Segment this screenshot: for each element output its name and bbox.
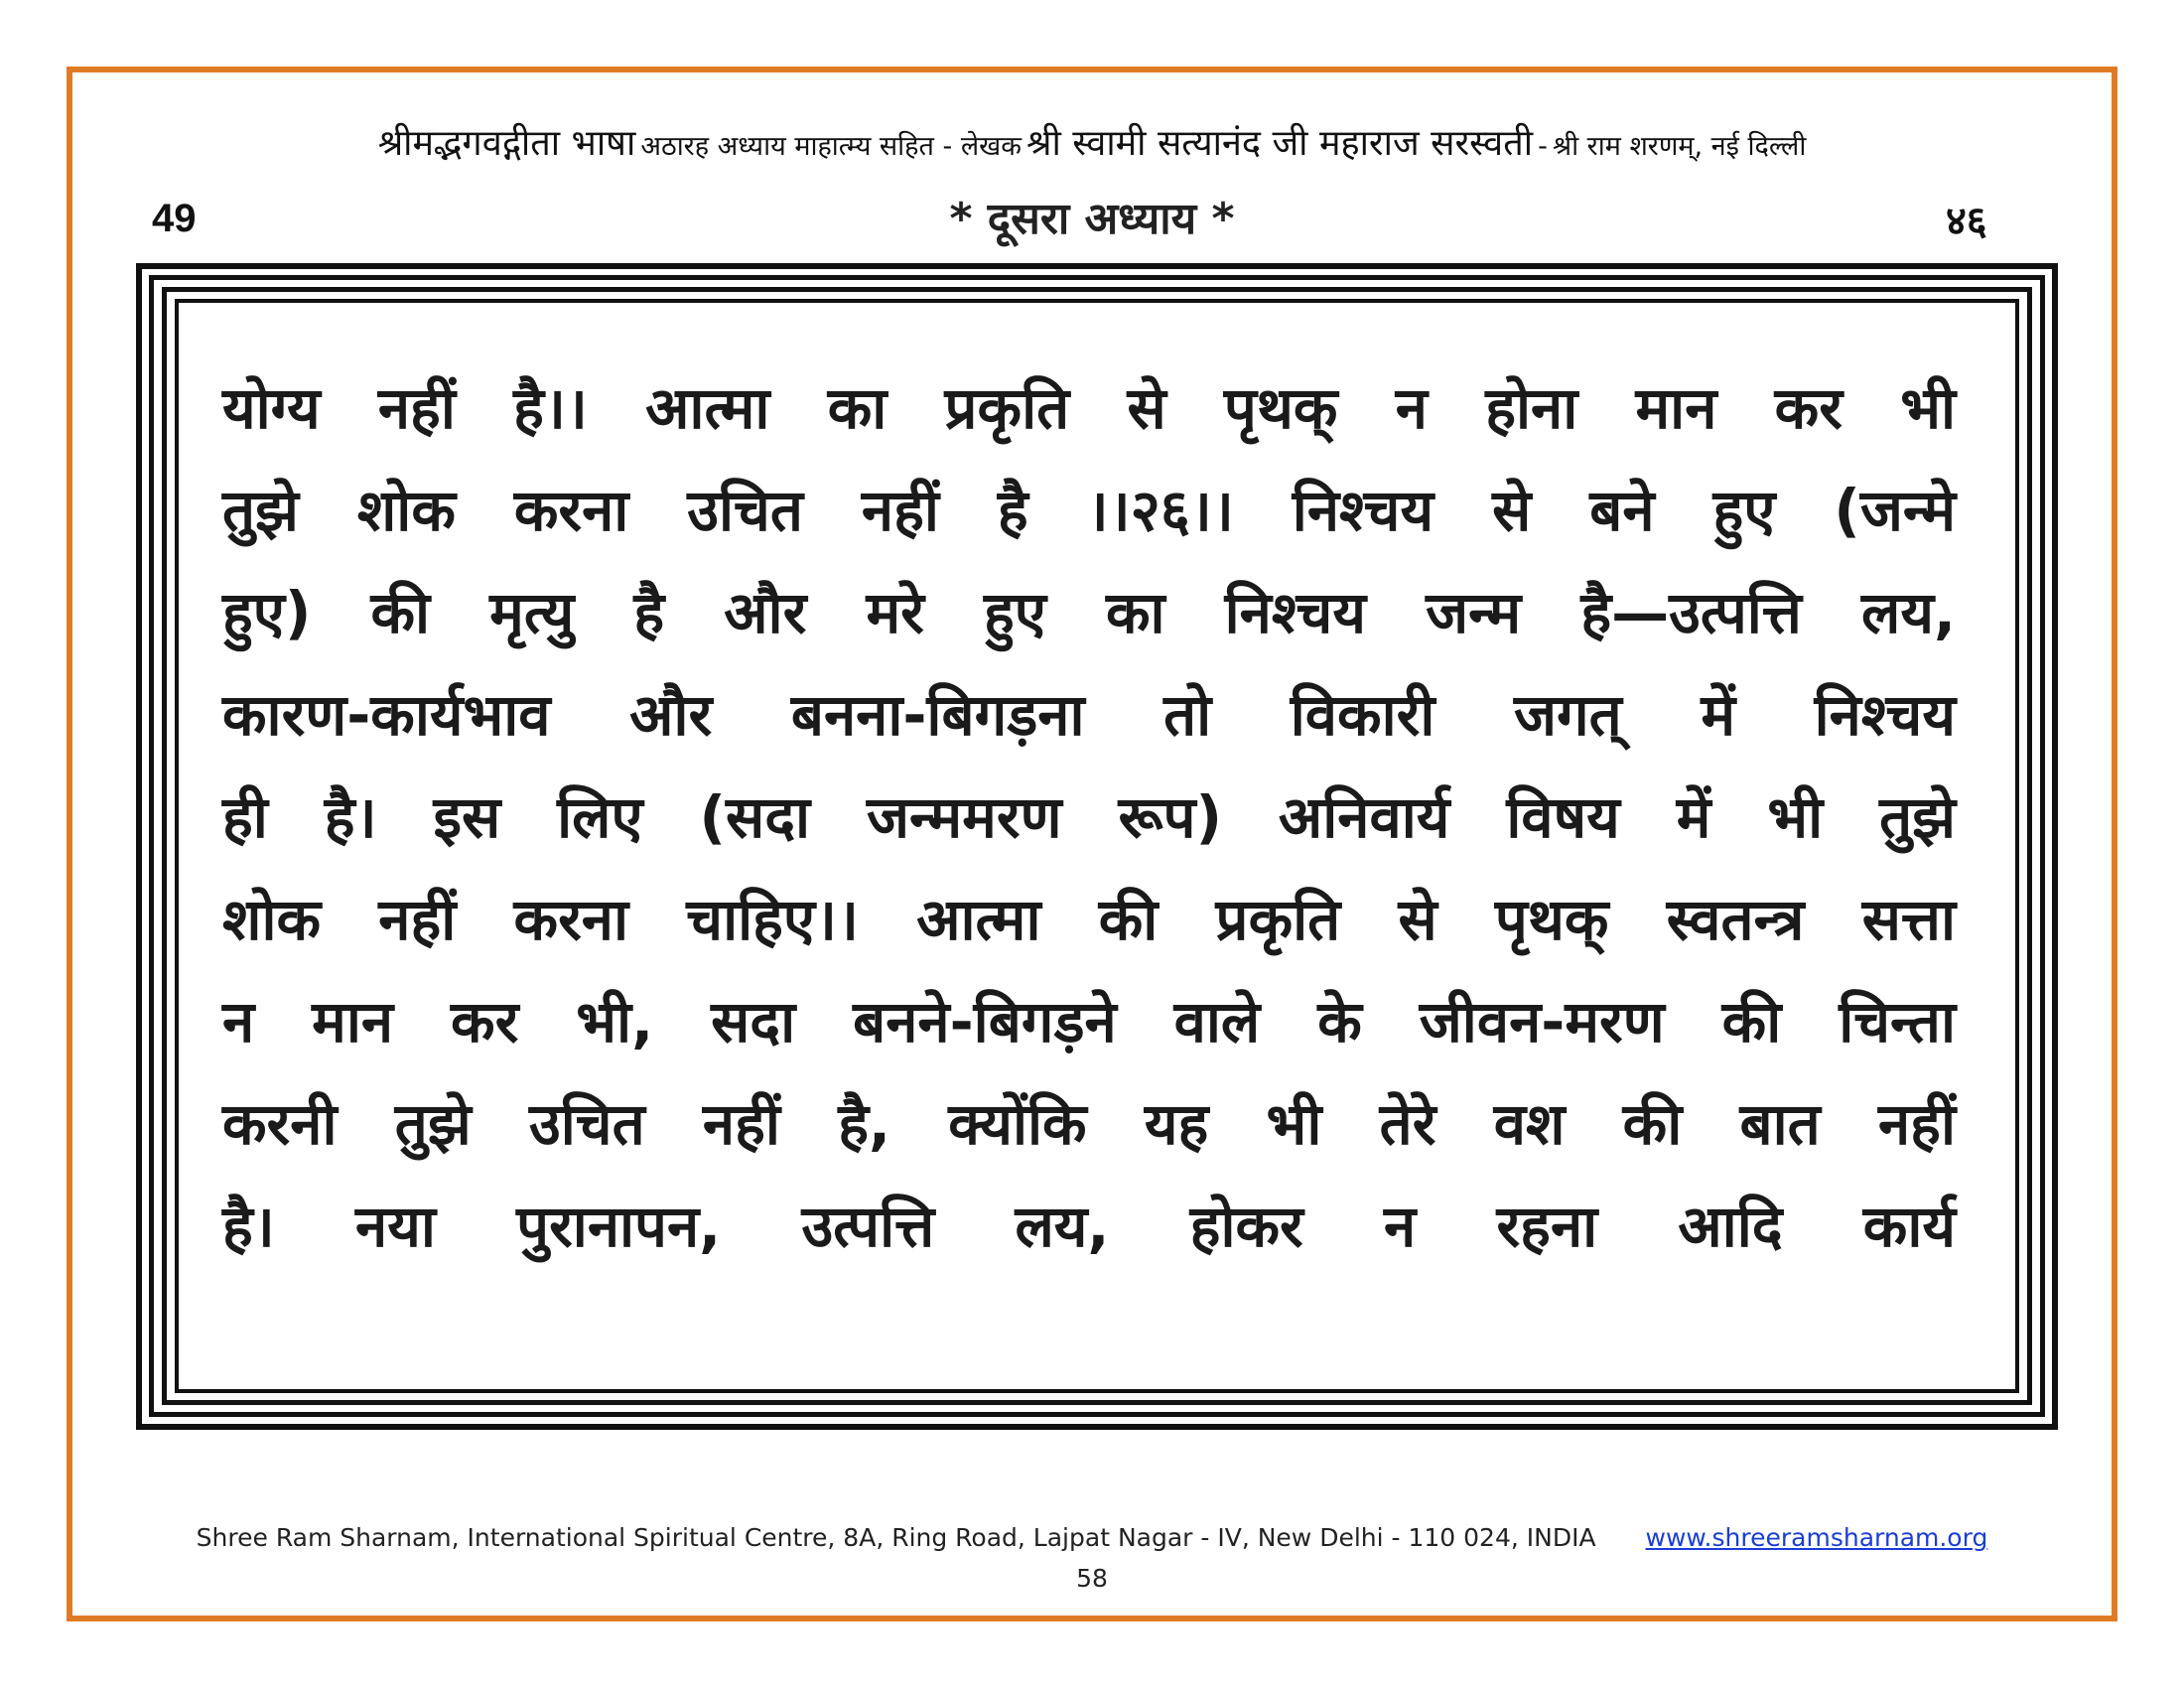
- text-line: हुए) की मृत्यु है और मरे हुए का निश्चय जन्म है—उत्पत्ति लय,: [222, 579, 1956, 646]
- text-line: कारण-कार्यभाव और बनना-बिगड़ना तो विकारी जगत् में निश्चय: [222, 681, 1956, 749]
- footer-page-number: 58: [1076, 1564, 1108, 1593]
- page-number-left: 49: [152, 197, 197, 240]
- book-publisher: श्री राम शरणम्, नई दिल्ली: [1552, 131, 1807, 162]
- scripture-text: [222, 357, 1956, 1278]
- text-line: योग्य नहीं है।। आत्मा का प्रकृति से पृथक् न होना मान कर भी: [222, 374, 1956, 442]
- text-line: शोक नहीं करना चाहिए।। आत्मा की प्रकृति से पृथक् स्वतन्त्र सत्ता: [222, 886, 1956, 953]
- page-header: [0, 117, 2184, 166]
- header-separator: -: [1538, 131, 1548, 162]
- book-subtitle: अठारह अध्याय माहात्म्य सहित - लेखक: [640, 131, 1022, 162]
- page-number-right: ४६: [1946, 199, 1987, 244]
- page-footer: [0, 1523, 2184, 1552]
- text-line: तुझे शोक करना उचित नहीं है ।।२६।। निश्चय से बने हुए (जन्मे: [222, 477, 1956, 544]
- book-author: श्री स्वामी सत्यानंद जी महाराज सरस्वती: [1026, 123, 1534, 164]
- chapter-heading: * दूसरा अध्याय *: [949, 194, 1235, 244]
- book-title: श्रीमद्भगवद्गीता भाषा: [377, 123, 636, 164]
- website-link[interactable]: www.shreeramsharnam.org: [1645, 1523, 1988, 1552]
- text-line: न मान कर भी, सदा बनने-बिगड़ने वाले के जीवन-मरण की चिन्ता: [222, 988, 1956, 1055]
- text-line: करनी तुझे उचित नहीं है, क्योंकि यह भी तेरे वश की बात नहीं: [222, 1090, 1956, 1158]
- footer-address: Shree Ram Sharnam, International Spiritual Centre, 8A, Ring Road, Lajpat Nagar - IV, New Delhi - 110 024, INDIA: [196, 1523, 1596, 1552]
- text-line: है। नया पुरानापन, उत्पत्ति लय, होकर न रहना आदि कार्य: [222, 1193, 1956, 1260]
- text-line: ही है। इस लिए (सदा जन्ममरण रूप) अनिवार्य विषय में भी तुझे: [222, 783, 1956, 851]
